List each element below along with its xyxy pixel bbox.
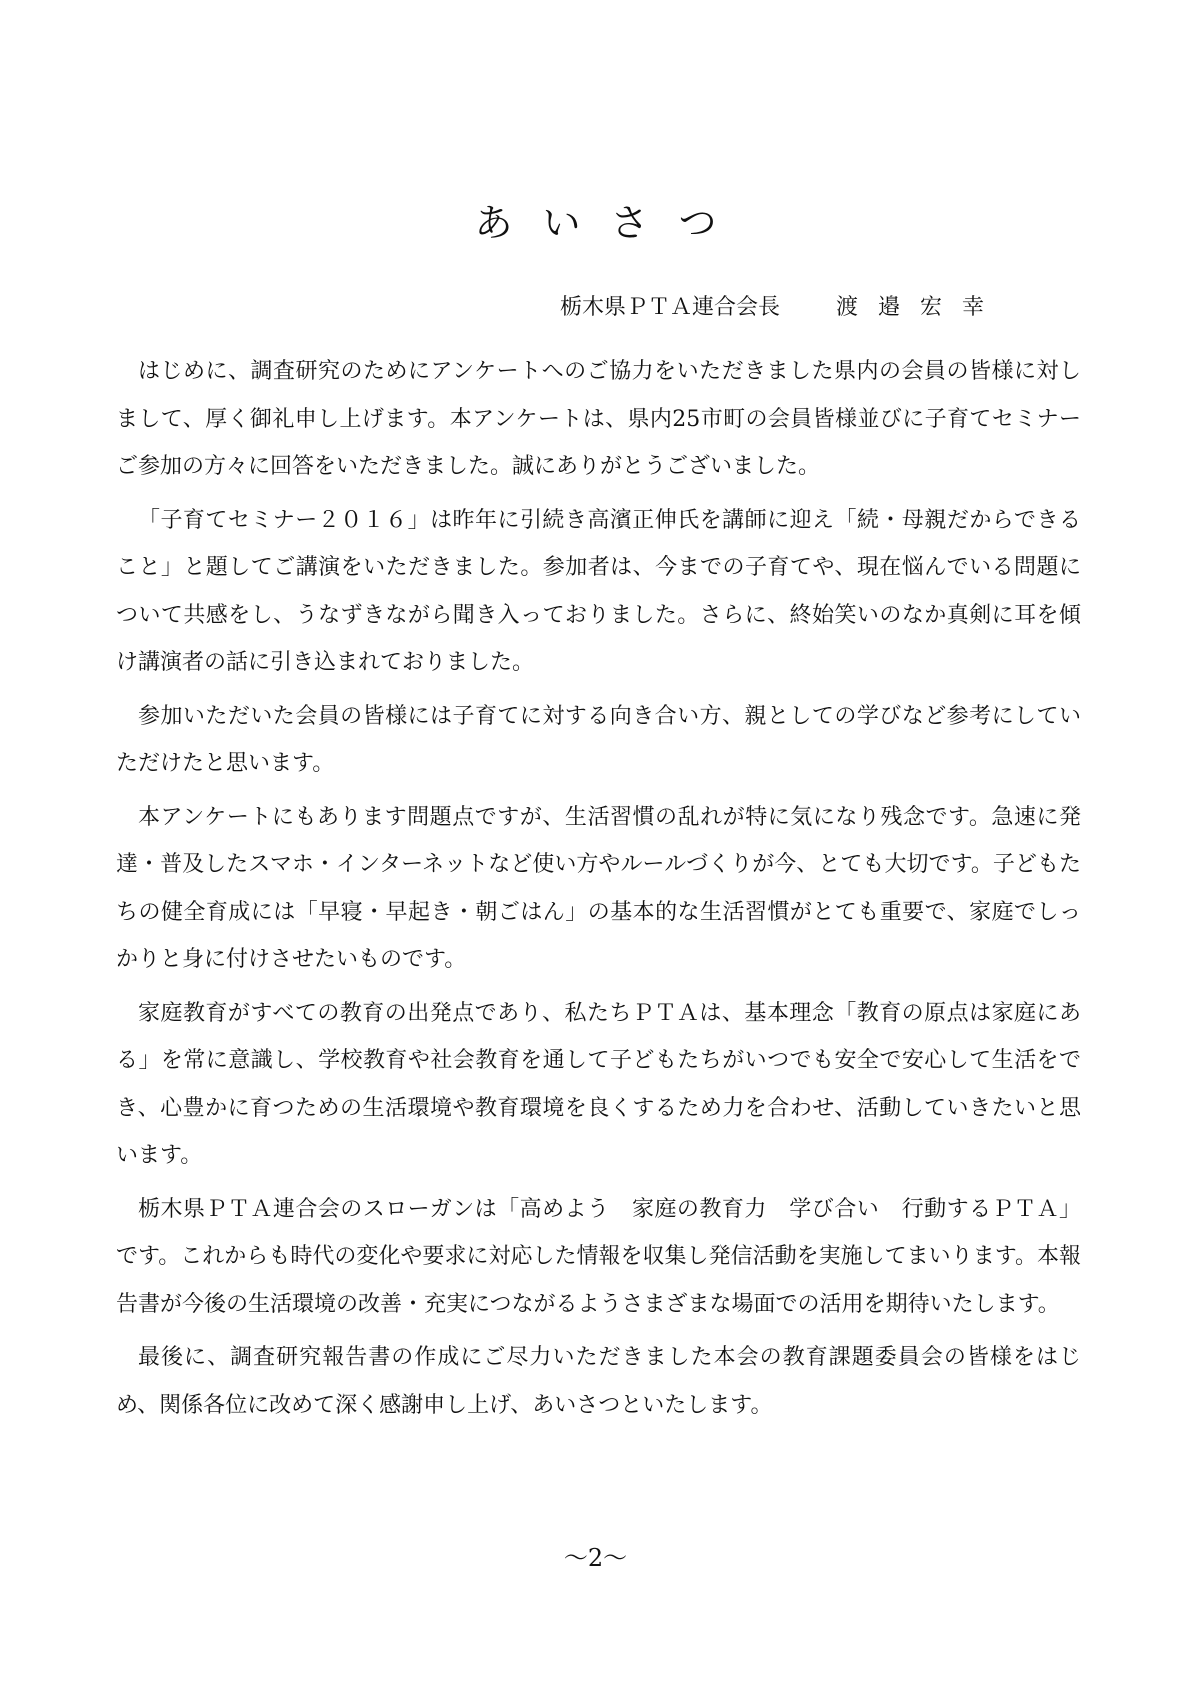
paragraph-home-education: 家庭教育がすべての教育の出発点であり、私たちＰＴＡは、基本理念「教育の原点は家庭にある」を常に意識し、学校教育や社会教育を通して子どもたちがいつでも安全で安心して生活をでき、心豊かに育つための生活環境や教育環境を良くするため力を合わせ、活動していきたいと思います。	[116, 1000, 1081, 1168]
author-title: 栃木県ＰＴＡ連合会長	[560, 295, 781, 320]
paragraph-closing: 最後に、調査研究報告書の作成にご尽力いただきました本会の教育課題委員会の皆様をはじめ、関係各位に改めて深く感謝申し上げ、あいさつといたします。	[116, 1345, 1081, 1418]
paragraph-slogan: 栃木県ＰＴＡ連合会のスローガンは「高めよう 家庭の教育力 学び合い 行動するＰＴＡ」です。これからも時代の変化や要求に対応した情報を収集し発信活動を実施してまいります。本報告書が今後の生活環境の改善・充実につながるようさまざまな場面での活用を期待いたします。	[116, 1196, 1081, 1317]
paragraph-participants: 参加いただいた会員の皆様には子育てに対する向き合い方、親としての学びなど参考にしていただけたと思います。	[116, 703, 1081, 776]
author-line	[560, 292, 1004, 324]
paragraph-issues: 本アンケートにもあります問題点ですが、生活習慣の乱れが特に気になり残念です。急速に発達・普及したスマホ・インターネットなど使い方やルールづくりが今、とても大切です。子どもたちの健全育成には「早寝・早起き・朝ごはん」の基本的な生活習慣がとても重要で、家庭でしっかりと身に付けさせたいものです。	[116, 804, 1081, 972]
body-text	[116, 348, 1081, 1435]
page-title: あいさつ	[474, 201, 747, 245]
paragraph-intro: はじめに、調査研究のためにアンケートへのご協力をいただきました県内の会員の皆様に対しまして、厚く御礼申し上げます。本アンケートは、県内25市町の会員皆様並びに子育てセミナーご参加の方々に回答をいただきました。誠にありがとうございました。	[116, 359, 1081, 479]
paragraph-seminar: 「子育てセミナー２０１６」は昨年に引続き高濱正伸氏を講師に迎え「続・母親だからできること」と題してご講演をいただきました。参加者は、今までの子育てや、現在悩んでいる問題について共感をし、うなずきながら聞き入っておりました。さらに、終始笑いのなか真剣に耳を傾け講演者の話に引き込まれておりました。	[116, 507, 1081, 675]
author-name: 渡邉宏幸	[836, 295, 1005, 320]
page-number: ～2～	[563, 1544, 628, 1572]
